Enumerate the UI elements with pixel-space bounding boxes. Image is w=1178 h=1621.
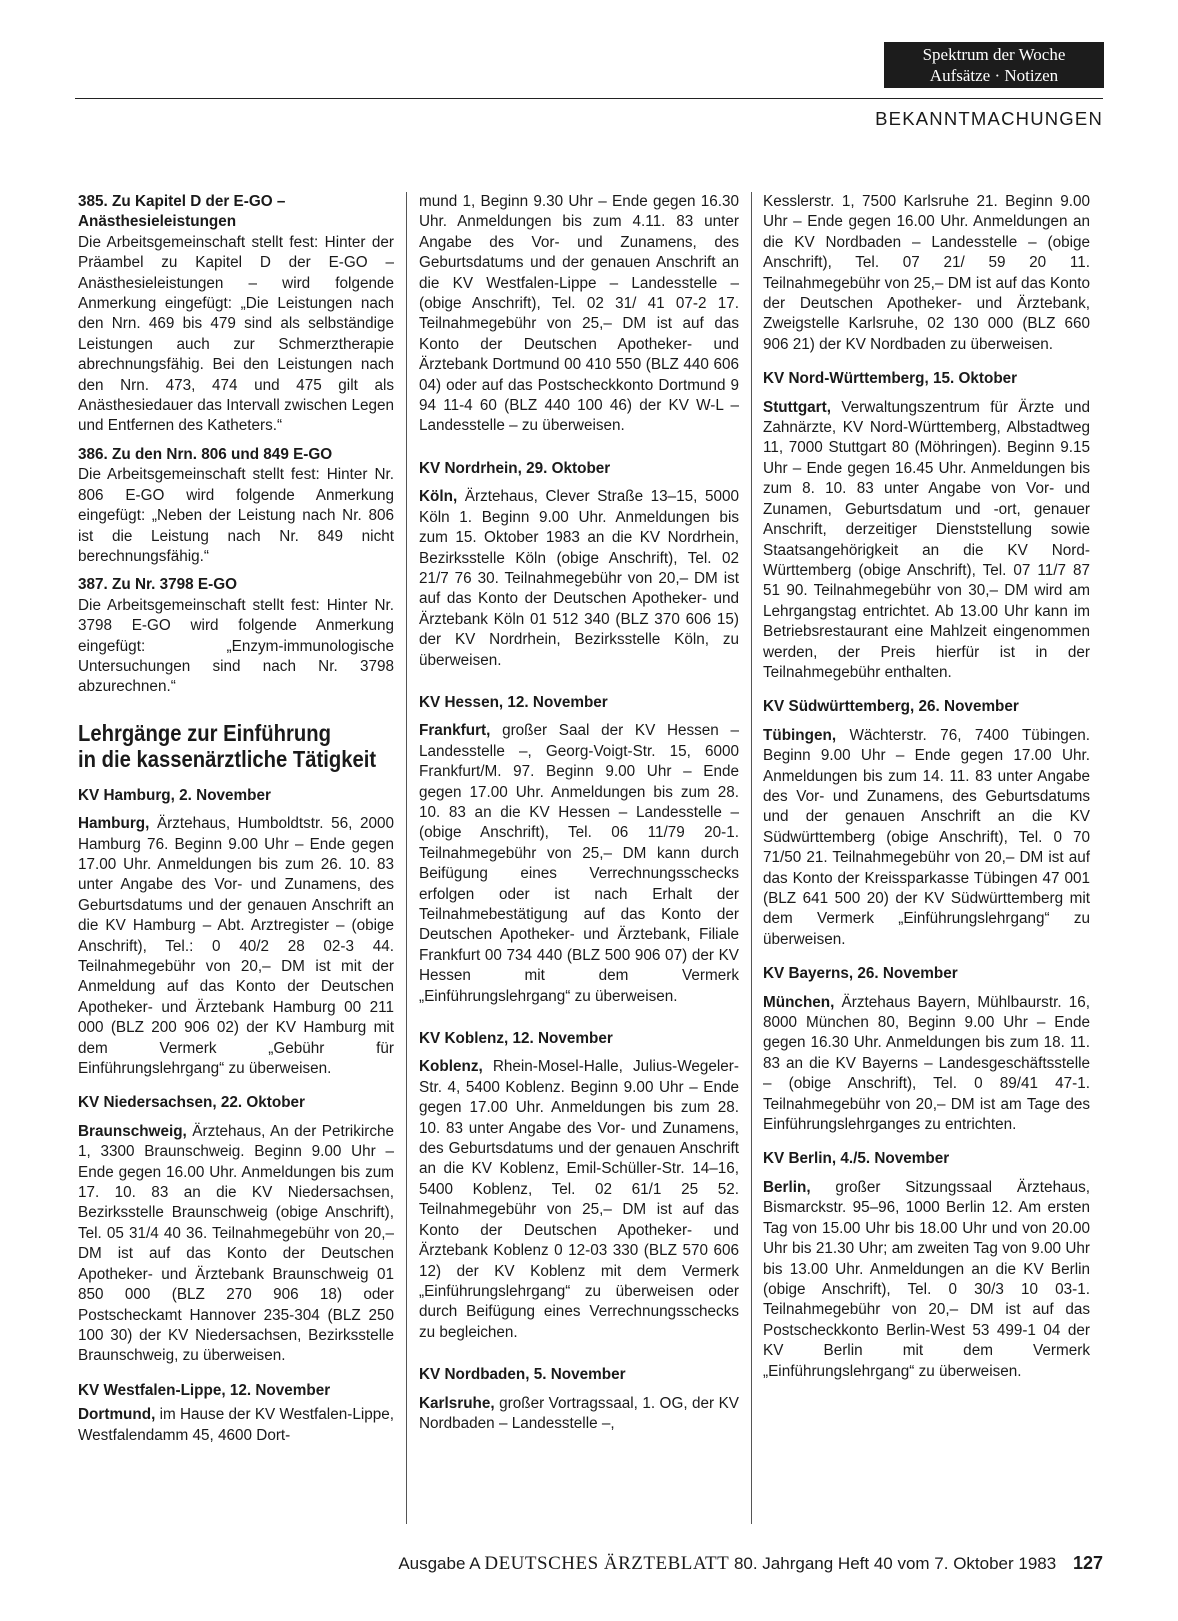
course-text: Köln, Ärztehaus, Clever Straße 13–15, 5000 Köln 1. Beginn 9.00 Uhr. Anmeldungen bis zum 15. Oktober 1983 an die KV Nordrhein, Bezirksstelle Köln (obige Anschrift), Tel. 02 21/7 76 30. Teilnahmegebühr von 20,– DM ist auf das Konto der Deutschen Apotheker- und Ärztebank Köln 01 512 340 (BLZ 370 606 15) der KV Nordrhein, Bezirksstelle Köln, zu überweisen.: [419, 488, 739, 669]
course-city: Berlin,: [763, 1178, 811, 1196]
course-city: Braunschweig,: [78, 1122, 187, 1140]
course-title: KV Westfalen-Lippe, 12. November: [78, 1381, 331, 1399]
course-nordrhein: [419, 459, 739, 671]
course-city: Tübingen,: [763, 726, 837, 744]
column-2: [419, 192, 739, 1434]
course-text: Tübingen, Wächterstr. 76, 7400 Tübingen. Beginn 9.00 Uhr – Ende gegen 17.00 Uhr. Anmeldungen bis zum 14. 11. 83 unter Angabe des Vor- und Zunamens, des Geburtsdatums und der genauen Anschrift an die KV Südwürttemberg (obige Anschrift), Tel. 0 70 71/50 21. Teilnahmegebühr von 20,– DM ist auf das Konto der Kreissparkasse Tübingen 47 001 (BLZ 641 500 20) der KV Südwürttemberg mit dem Vermerk „Einführungslehrgang“ zu überweisen.: [763, 726, 1090, 948]
section-banner: [884, 42, 1104, 88]
course-nordbaden-cont: [763, 192, 1090, 355]
item-387-text: Die Arbeitsgemeinschaft stellt fest: Hinter Nr. 3798 E-GO wird folgende Anmerkung eingefügt: „Enzym-immunologische Untersuchungen sind nach Nr. 3798 abzurechnen.“: [78, 596, 394, 696]
course-city: Koblenz,: [419, 1058, 483, 1076]
course-hamburg: [78, 786, 394, 1080]
course-text: Hamburg, Ärztehaus, Humboldtstr. 56, 2000 Hamburg 76. Beginn 9.00 Uhr – Ende gegen 17.00 Uhr. Anmeldungen bis zum 26. 10. 83 unter Angabe des Vor- und Zunamens, des Geburtsdatums und der genauen Anschrift an die KV Hamburg – Abt. Arztregister – (obige Anschrift), Tel.: 0 40/2 28 02-3 44. Teilnahmegebühr von 20,– DM ist mit der Anmeldung auf das Konto der Deutschen Apotheker- und Ärztebank Hamburg 00 211 000 (BLZ 200 906 02) der KV Hamburg mit dem Vermerk „Gebühr für Einführungslehrgang“ zu überweisen.: [78, 815, 394, 1078]
course-title: KV Koblenz, 12. November: [419, 1030, 613, 1048]
course-text: Berlin, großer Sitzungssaal Ärztehaus, Bismarckstr. 95–96, 1000 Berlin 12. Am ersten Tag von 15.00 Uhr bis 18.00 Uhr und von 20.00 Uhr bis 21.30 Uhr; am zweiten Tag von 9.00 Uhr bis 13.00 Uhr. Anmeldungen an die KV Berlin (obige Anschrift), Tel. 0 30/3 10 03-1. Teilnahmegebühr von 20,– DM ist auf das Postscheckkonto Berlin-West 53 499-1 04 der KV Berlin mit dem Vermerk „Einführungslehrgang“ zu überweisen.: [763, 1178, 1090, 1380]
course-title: KV Berlin, 4./5. November: [763, 1150, 950, 1168]
course-nord-wuerttemberg: [763, 369, 1090, 683]
course-text: Dortmund, im Hause der KV Westfalen-Lippe, Westfalendamm 45, 4600 Dort-: [78, 1406, 394, 1444]
footer-issue: 80. Jahrgang Heft 40 vom 7. Oktober 1983: [733, 1554, 1057, 1573]
column-divider-1: [406, 192, 407, 1524]
footer-edition: Ausgabe A: [398, 1554, 480, 1573]
section-label: BEKANNTMACHUNGEN: [875, 108, 1103, 129]
section-heading-line-1: Lehrgänge zur Einführung: [78, 719, 331, 746]
course-title: KV Nordrhein, 29. Oktober: [419, 459, 611, 477]
course-city: Frankfurt,: [419, 722, 491, 740]
course-text: Stuttgart, Verwaltungszentrum für Ärzte und Zahnärzte, KV Nord-Württemberg, Albstadtweg 11, 7000 Stuttgart 80 (Möhringen). Beginn 9.15 Uhr – Ende gegen 16.45 Uhr. Anmeldungen bis zum 8. 10. 83 unter Angabe von Vor- und Zunamen, Geburtsdatum und -ort, genauer Anschrift, derzeitiger Dienststellung sowie Staatsangehörigkeit an die KV Nord-Württemberg (obige Anschrift), Tel. 07 11/7 87 51 90. Teilnahmegebühr von 30,– DM wird am Lehrgangstag entrichtet. Ab 13.00 Uhr kann im Betriebsrestaurant eine Mahlzeit eingenommen werden, der Preis hierfür ist in der Teilnahmegebühr enthalten.: [763, 398, 1090, 681]
item-385: [78, 192, 394, 437]
course-title: KV Bayerns, 26. November: [763, 965, 958, 983]
item-385-title: 385. Zu Kapitel D der E-GO – Anästhesieleistungen: [78, 193, 286, 231]
column-divider-2: [751, 192, 752, 1524]
item-386: [78, 445, 394, 567]
item-385-text: Die Arbeitsgemeinschaft stellt fest: Hinter der Präambel zu Kapitel D der E-GO – Anästhesieleistungen – wird folgende Anmerkung eingefügt: „Die Leistungen nach den Nrn. 469 bis 479 sind als selbständige Leistungen auch zur Schmerztherapie abrechnungsfähig. Bei den Leistungen nach den Nrn. 473, 474 und 475 gilt als Anästhesiedauer das Intervall zwischen Legen und Entfernen des Katheters.“: [78, 233, 394, 435]
course-title: KV Nord-Württemberg, 15. Oktober: [763, 370, 1018, 388]
course-city: Karlsruhe,: [419, 1394, 495, 1412]
course-city: Köln,: [419, 488, 458, 506]
banner-line-2: Aufsätze · Notizen: [929, 66, 1059, 85]
item-386-title: 386. Zu den Nrn. 806 und 849 E-GO: [78, 445, 333, 463]
course-suedwuerttemberg: [763, 697, 1090, 950]
course-city: München,: [763, 993, 835, 1011]
page-footer: [0, 1553, 1103, 1575]
footer-journal: DEUTSCHES ÄRZTEBLATT: [484, 1553, 730, 1574]
course-westfalen-lippe-cont: [419, 192, 739, 437]
page-number: 127: [1072, 1553, 1103, 1573]
course-title: KV Niedersachsen, 22. Oktober: [78, 1094, 305, 1112]
item-386-text: Die Arbeitsgemeinschaft stellt fest: Hinter Nr. 806 E-GO wird folgende Anmerkung eingefügt: „Neben der Leistung nach Nr. 806 ist die Leistung nach Nr. 849 nicht berechnungsfähig.“: [78, 466, 394, 565]
course-title: KV Hessen, 12. November: [419, 693, 608, 711]
course-city: Stuttgart,: [763, 398, 831, 416]
course-title: KV Nordbaden, 5. November: [419, 1366, 626, 1384]
course-title: KV Südwürttemberg, 26. November: [763, 698, 1019, 716]
course-text: Koblenz, Rhein-Mosel-Halle, Julius-Wegeler-Str. 4, 5400 Koblenz. Beginn 9.00 Uhr – Ende gegen 17.00 Uhr. Anmeldungen bis zum 28. 10. 83 unter Angabe des Vor- und Zunamens, des Geburtsdatums und der genauen Anschrift an die KV Koblenz, Emil-Schüller-Str. 14–16, 5400 Koblenz, Tel. 02 61/1 25 52. Teilnahmegebühr von 25,– DM ist auf das Konto der Deutschen Apotheker- und Ärztebank Koblenz 0 12-03 330 (BLZ 570 606 12) der KV Koblenz mit dem Vermerk „Einführungslehrgang“ zu überweisen oder durch Beifügung eines Verrechnungsschecks zu begleichen.: [419, 1058, 739, 1341]
column-1: [78, 192, 394, 1446]
header-rule: [75, 98, 1103, 99]
course-niedersachsen: [78, 1093, 394, 1366]
section-heading: [78, 720, 394, 772]
course-city: Dortmund,: [78, 1406, 156, 1424]
section-heading-line-2: in die kassenärztliche Tätigkeit: [78, 745, 377, 772]
item-387: [78, 575, 394, 697]
course-text: Braunschweig, Ärztehaus, An der Petrikirche 1, 3300 Braunschweig. Beginn 9.00 Uhr – Ende gegen 16.00 Uhr. Anmeldungen bis zum 17. 10. 83 an die KV Niedersachsen, Bezirksstelle Braunschweig (obige Anschrift), Tel. 05 31/4 40 36. Teilnahmegebühr von 20,– DM ist auf das Konto der Deutschen Apotheker- und Ärztebank Braunschweig 01 850 000 (BLZ 270 906 18) oder Postscheckamt Hannover 235-304 (BLZ 250 100 30) der KV Niedersachsen, Bezirksstelle Braunschweig, zu überweisen.: [78, 1122, 394, 1365]
course-bayerns: [763, 964, 1090, 1135]
course-title: KV Hamburg, 2. November: [78, 786, 271, 804]
course-text: Frankfurt, großer Saal der KV Hessen – Landesstelle –, Georg-Voigt-Str. 15, 6000 Frankfurt/M. 97. Beginn 9.00 Uhr – Ende gegen 17.00 Uhr. Anmeldungen bis zum 28. 10. 83 an die KV Hessen – Landesstelle – (obige Anschrift), Tel. 06 11/79 20-1. Teilnahmegebühr von 25,– DM kann durch Beifügung eines Verrechnungsschecks erfolgen oder ist nach Erhalt der Teilnahmebestätigung auf das Konto der Deutschen Apotheker- und Ärztebank, Filiale Frankfurt 00 734 440 (BLZ 500 906 07) der KV Hessen mit dem Vermerk „Einführungslehrgang“ zu überweisen.: [419, 722, 739, 1005]
course-text: Kesslerstr. 1, 7500 Karlsruhe 21. Beginn 9.00 Uhr – Ende gegen 16.00 Uhr. Anmeldungen an die KV Nordbaden – Landesstelle – (obige Anschrift), Tel. 07 21/ 59 20 11. Teilnahmegebühr von 25,– DM ist auf das Konto der Deutschen Apotheker- und Ärztebank, Zweigstelle Karlsruhe, 02 130 000 (BLZ 660 906 21) der KV Nordbaden zu überweisen.: [763, 193, 1090, 353]
column-3: [763, 192, 1090, 1382]
course-berlin: [763, 1149, 1090, 1381]
banner-line-1: Spektrum der Woche: [922, 45, 1066, 64]
course-koblenz: [419, 1029, 739, 1343]
course-text: München, Ärztehaus Bayern, Mühlbaurstr. 16, 8000 München 80, Beginn 9.00 Uhr – Ende gegen 16.30 Uhr. Anmeldungen bis zum 18. 11. 83 an die KV Bayerns – Landesgeschäftsstelle – (obige Anschrift), Tel. 0 89/41 47-1. Teilnahmegebühr von 20,– DM ist am Tage des Einführungslehrganges zu entrichten.: [763, 993, 1090, 1134]
course-text: mund 1, Beginn 9.30 Uhr – Ende gegen 16.30 Uhr. Anmeldungen bis zum 4.11. 83 unter Angabe des Vor- und Zunamens, des Geburtsdatums und der genauen Anschrift an die KV Westfalen-Lippe – Landesstelle – (obige Anschrift), Tel. 02 31/ 41 07-2 17. Teilnahmegebühr von 25,– DM ist auf das Konto der Deutschen Apotheker- und Ärztebank Dortmund 00 410 550 (BLZ 440 606 04) oder auf das Postscheckkonto Dortmund 9 94 11-4 60 (BLZ 440 100 46) der KV W-L – Landesstelle – zu überweisen.: [419, 193, 739, 435]
item-387-title: 387. Zu Nr. 3798 E-GO: [78, 576, 237, 594]
course-nordbaden: [419, 1365, 739, 1434]
course-westfalen-lippe: [78, 1381, 394, 1446]
course-text: Karlsruhe, großer Vortragssaal, 1. OG, der KV Nordbaden – Landesstelle –,: [419, 1394, 739, 1432]
course-hessen: [419, 693, 739, 1007]
course-city: Hamburg,: [78, 815, 150, 833]
